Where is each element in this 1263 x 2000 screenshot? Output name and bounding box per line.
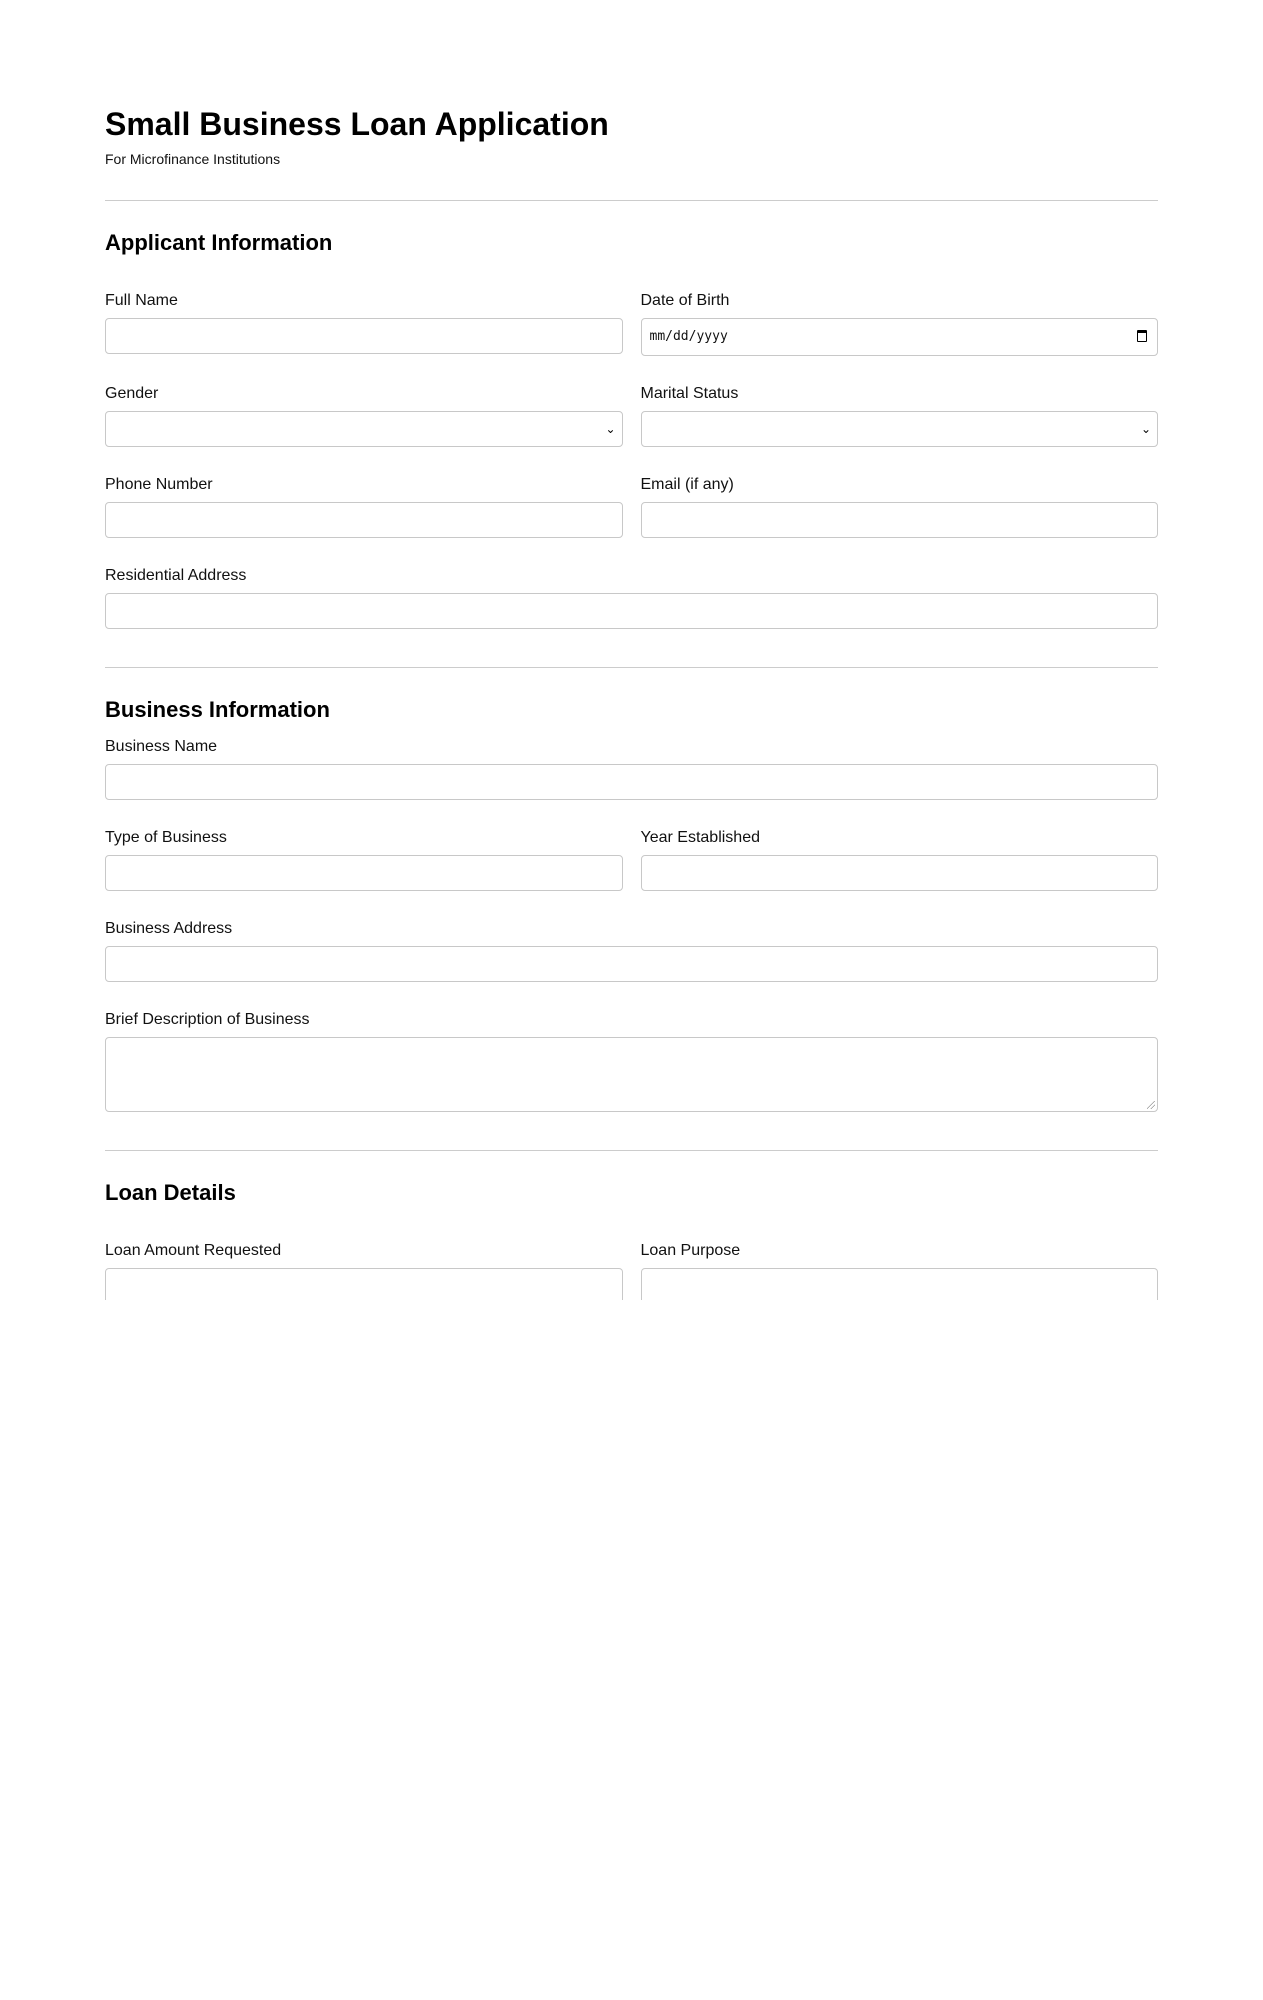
- marital-status-field: [641, 385, 1159, 447]
- marital-status-label: Marital Status: [640, 385, 739, 402]
- business-description-textarea[interactable]: [105, 1037, 1158, 1112]
- phone-label: Phone Number: [105, 476, 213, 493]
- business-name-label: Business Name: [105, 738, 218, 755]
- business-type-field: [105, 829, 623, 891]
- page-title: Small Business Loan Application: [105, 106, 609, 142]
- divider: [105, 1150, 1158, 1151]
- loan-purpose-input[interactable]: [641, 1268, 1159, 1300]
- business-description-field: [105, 1011, 1158, 1112]
- business-name-field: [105, 738, 1158, 800]
- email-field: [641, 476, 1159, 538]
- business-type-input[interactable]: [105, 855, 623, 891]
- dob-input[interactable]: [641, 318, 1159, 356]
- loan-amount-field: [105, 1242, 623, 1300]
- loan-application-form: [105, 104, 1158, 1300]
- divider: [105, 667, 1158, 668]
- section-heading-business: Business Information: [105, 697, 330, 722]
- page-subtitle: For Microfinance Institutions: [105, 151, 281, 167]
- phone-field: [105, 476, 623, 538]
- section-heading-applicant: Applicant Information: [105, 230, 333, 255]
- business-description-label: Brief Description of Business: [105, 1011, 310, 1028]
- resize-handle-icon[interactable]: [1147, 1101, 1155, 1109]
- chevron-down-icon: ⌄: [1140, 422, 1151, 436]
- business-name-input[interactable]: [105, 764, 1158, 800]
- chevron-down-icon: ⌄: [605, 422, 616, 436]
- year-established-label: Year Established: [640, 829, 760, 846]
- business-address-field: [105, 920, 1158, 982]
- loan-amount-label: Loan Amount Requested: [105, 1242, 282, 1259]
- business-address-label: Business Address: [105, 920, 233, 937]
- loan-purpose-label: Loan Purpose: [640, 1242, 741, 1259]
- phone-input[interactable]: [105, 502, 623, 538]
- year-established-field: [641, 829, 1159, 891]
- marital-status-select[interactable]: [641, 411, 1159, 447]
- section-heading-loan: Loan Details: [105, 1180, 236, 1205]
- gender-label: Gender: [105, 385, 159, 402]
- residential-address-field: [105, 567, 1158, 629]
- residential-address-input[interactable]: [105, 593, 1158, 629]
- dob-placeholder: mm/dd/yyyy: [649, 329, 728, 344]
- full-name-input[interactable]: [105, 318, 623, 354]
- dob-label: Date of Birth: [640, 292, 730, 309]
- year-established-input[interactable]: [641, 855, 1159, 891]
- loan-purpose-field: [641, 1242, 1159, 1300]
- dob-field: [641, 292, 1159, 356]
- business-address-input[interactable]: [105, 946, 1158, 982]
- full-name-label: Full Name: [105, 292, 178, 309]
- calendar-icon[interactable]: [1137, 330, 1147, 342]
- email-label: Email (if any): [640, 476, 734, 493]
- business-type-label: Type of Business: [105, 829, 227, 846]
- residential-address-label: Residential Address: [105, 567, 247, 584]
- gender-select[interactable]: [105, 411, 623, 447]
- divider: [105, 200, 1158, 201]
- full-name-field: [105, 292, 623, 356]
- loan-amount-input[interactable]: [105, 1268, 623, 1300]
- email-input[interactable]: [641, 502, 1159, 538]
- gender-field: [105, 385, 623, 447]
